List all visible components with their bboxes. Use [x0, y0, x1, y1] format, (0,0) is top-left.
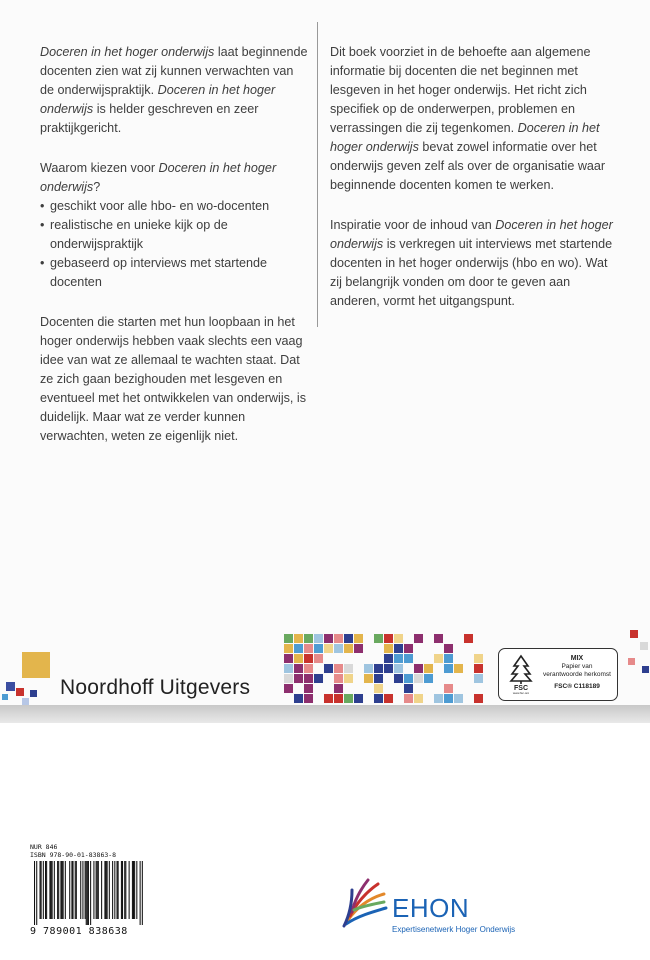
- mosaic-tile: [424, 664, 433, 673]
- left-intro-paragraph: Doceren in het hoger onderwijs laat beginnende docenten zien wat zij kunnen verwachten van de onderwijspraktijk. Doceren in het hoger onderwijs is helder geschreven en zeer praktijkgericht.: [40, 45, 308, 135]
- mosaic-tile: [404, 674, 413, 683]
- mosaic-tile: [334, 684, 343, 693]
- mosaic-tile: [334, 644, 343, 653]
- mosaic-tile: [304, 644, 313, 653]
- fsc-line1: Papier van: [561, 663, 593, 670]
- color-mosaic-edge: [620, 628, 650, 678]
- mosaic-tile: [374, 694, 383, 703]
- mosaic-tile: [344, 644, 353, 653]
- mosaic-tile: [304, 654, 313, 663]
- barcode-bar: [73, 861, 74, 919]
- barcode-bar: [124, 861, 125, 919]
- mosaic-tile: [314, 654, 323, 663]
- mosaic-tile: [414, 664, 423, 673]
- mosaic-tile: [284, 634, 293, 643]
- mosaic-tile: [334, 674, 343, 683]
- barcode-bar: [93, 861, 94, 919]
- barcode-bar: [34, 861, 35, 925]
- mosaic-tile: [354, 634, 363, 643]
- mosaic-tile: [404, 684, 413, 693]
- mosaic-tile: [324, 664, 333, 673]
- barcode-bar: [121, 861, 122, 919]
- mosaic-tile: [424, 674, 433, 683]
- barcode-bar: [75, 861, 76, 919]
- fsc-tree-icon: [505, 654, 537, 694]
- mosaic-tile: [394, 634, 403, 643]
- mosaic-tile: [344, 694, 353, 703]
- mosaic-tile: [414, 634, 423, 643]
- benefits-list: [40, 197, 308, 292]
- why-choose-heading: Waarom kiezen voor Doceren in het hoger onderwijs?: [40, 161, 277, 194]
- mosaic-tile: [284, 644, 293, 653]
- column-divider: [317, 22, 318, 327]
- mosaic-tile: [344, 634, 353, 643]
- barcode-bar: [43, 861, 44, 919]
- mosaic-tile: [294, 694, 303, 703]
- barcode-bar: [97, 861, 98, 919]
- barcode-bar: [118, 861, 119, 919]
- mosaic-tile: [294, 674, 303, 683]
- barcode-bar: [107, 861, 108, 919]
- mosaic-tile: [374, 674, 383, 683]
- barcode-bar: [45, 861, 46, 919]
- mosaic-tile: [394, 654, 403, 663]
- barcode-bar: [104, 861, 105, 919]
- barcode-bar: [132, 861, 133, 919]
- mosaic-tile: [384, 644, 393, 653]
- barcode-bar: [40, 861, 41, 919]
- noordhoff-logo-icon: [0, 648, 60, 708]
- mosaic-tile: [304, 634, 313, 643]
- publisher-name: Noordhoff Uitgevers: [60, 676, 251, 699]
- mosaic-tile: [324, 644, 333, 653]
- mosaic-tile: [284, 664, 293, 673]
- mosaic-tile: [474, 664, 483, 673]
- mosaic-tile: [364, 674, 373, 683]
- mosaic-tile: [334, 634, 343, 643]
- barcode-bar: [122, 861, 123, 919]
- fsc-code: FSC® C118189: [554, 683, 600, 690]
- mosaic-tile: [374, 664, 383, 673]
- mosaic-tile: [414, 674, 423, 683]
- barcode-bar: [82, 861, 83, 919]
- mosaic-tile: [374, 634, 383, 643]
- mosaic-tile: [474, 674, 483, 683]
- barcode-bar: [140, 861, 141, 925]
- barcode-bar: [69, 861, 70, 919]
- barcode-bar: [90, 861, 91, 925]
- barcode-bar: [106, 861, 107, 919]
- mosaic-tile: [394, 674, 403, 683]
- benefit-item: • gebaseerd op interviews met startende docenten: [40, 254, 308, 292]
- mosaic-tile: [304, 664, 313, 673]
- color-mosaic: [284, 634, 486, 704]
- barcode-bar: [46, 861, 47, 919]
- barcode-bar: [63, 861, 64, 919]
- mosaic-tile: [294, 664, 303, 673]
- mosaic-tile: [374, 684, 383, 693]
- mosaic-tile: [314, 674, 323, 683]
- mosaic-tile: [394, 644, 403, 653]
- mosaic-tile: [384, 664, 393, 673]
- mosaic-tile: [434, 694, 443, 703]
- barcode-icon: [30, 861, 148, 925]
- mosaic-tile: [454, 664, 463, 673]
- barcode-bar: [54, 861, 55, 919]
- mosaic-tile: [304, 674, 313, 683]
- barcode-bar: [60, 861, 61, 919]
- mosaic-tile: [454, 694, 463, 703]
- mosaic-tile: [444, 684, 453, 693]
- barcode-bar: [86, 861, 87, 925]
- barcode-bar: [76, 861, 77, 919]
- mosaic-tile: [384, 634, 393, 643]
- barcode-bar: [98, 861, 99, 919]
- mosaic-tile: [294, 654, 303, 663]
- mosaic-tile: [404, 694, 413, 703]
- mosaic-tile: [324, 694, 333, 703]
- barcode-bar: [58, 861, 59, 919]
- ehon-tagline: Expertisenetwerk Hoger Onderwijs: [392, 925, 516, 934]
- barcode-bar: [109, 861, 110, 919]
- barcode-bar: [36, 861, 37, 925]
- mosaic-tile: [384, 654, 393, 663]
- mosaic-tile: [354, 694, 363, 703]
- mosaic-tile: [314, 644, 323, 653]
- mosaic-tile: [294, 644, 303, 653]
- barcode-bar: [114, 861, 115, 919]
- mosaic-tile: [414, 694, 423, 703]
- mosaic-tile: [284, 654, 293, 663]
- barcode-bar: [101, 861, 102, 919]
- mosaic-tile: [434, 654, 443, 663]
- mosaic-tile: [344, 674, 353, 683]
- barcode-bar: [133, 861, 134, 919]
- barcode-bar: [62, 861, 63, 919]
- benefit-item: • geschikt voor alle hbo- en wo-docenten: [40, 197, 308, 216]
- barcode-bar: [129, 861, 130, 919]
- ehon-name: EHON: [392, 893, 470, 923]
- barcode-bar: [125, 861, 126, 919]
- fsc-line2: verantwoorde herkomst: [543, 671, 611, 678]
- barcode-bar: [52, 861, 53, 919]
- barcode-number: 9 789001 838638: [30, 926, 128, 937]
- mosaic-tile: [284, 684, 293, 693]
- mosaic-tile: [394, 664, 403, 673]
- benefit-item: • realistische en unieke kijk op de onderwijspraktijk: [40, 216, 308, 254]
- barcode-bar: [41, 861, 42, 919]
- fsc-mix-label: MIX: [570, 655, 584, 662]
- mosaic-tile: [464, 634, 473, 643]
- grey-band: [0, 705, 650, 723]
- mosaic-tile: [404, 644, 413, 653]
- left-column: [40, 43, 308, 467]
- barcode-bar: [80, 861, 81, 919]
- mosaic-tile: [324, 634, 333, 643]
- mosaic-tile: [384, 694, 393, 703]
- isbn: ISBN 978-90-01-83863-8: [30, 851, 117, 859]
- barcode-bar: [85, 861, 86, 919]
- mosaic-tile: [334, 694, 343, 703]
- barcode-bar: [117, 861, 118, 919]
- mosaic-tile: [444, 694, 453, 703]
- barcode-bar: [88, 861, 89, 925]
- mosaic-tile: [344, 664, 353, 673]
- fsc-logo-text: FSC: [514, 685, 528, 692]
- mosaic-tile: [474, 654, 483, 663]
- barcode-bar: [134, 861, 135, 919]
- barcode-bar: [112, 861, 113, 919]
- nur-code: NUR 846: [30, 843, 58, 851]
- right-column: [330, 43, 622, 332]
- left-body-paragraph: Docenten die starten met hun loopbaan in het hoger onderwijs hebben vaak slechts een vaag idee van wat ze allemaal te wachten staat. Dat ze zich gaan bezighouden met lesgeven en eventueel met het ontwikkelen van onderwijs, is duidelijk. Maar wat ze verder kunnen verwachten, weten ze eigenlijk niet.: [40, 315, 307, 443]
- fsc-website: www.fsc.org: [512, 691, 530, 694]
- mosaic-tile: [364, 664, 373, 673]
- mosaic-tile: [444, 664, 453, 673]
- right-intro-paragraph: Dit boek voorziet in de behoefte aan algemene informatie bij docenten die net beginnen met lesgeven in het hoger onderwijs. Het richt zich specifiek op de onderwerpen, problemen en verrassingen die zij tegenkomen. Doceren in het hoger onderwijs bevat zowel informatie over het onderwijs geven zelf als over de organisatie waar beginnende docenten komen te werken.: [330, 45, 606, 192]
- barcode-block: [30, 843, 150, 937]
- mosaic-tile: [404, 654, 413, 663]
- fsc-label: [498, 648, 618, 701]
- mosaic-tile: [474, 694, 483, 703]
- barcode-bar: [65, 861, 66, 919]
- ehon-logo-icon: [340, 876, 388, 928]
- barcode-bar: [136, 861, 137, 919]
- mosaic-tile: [284, 674, 293, 683]
- mosaic-tile: [304, 684, 313, 693]
- mosaic-tile: [294, 634, 303, 643]
- mosaic-tile: [434, 634, 443, 643]
- barcode-bar: [87, 861, 88, 925]
- barcode-bar: [57, 861, 58, 919]
- right-inspiration-paragraph: Inspiratie voor de inhoud van Doceren in het hoger onderwijs is verkregen uit interviews met startende docenten in het hoger onderwijs (hbo en wo). Wat zij belangrijk vonden om door te geven aan anderen, vormt het uitgangspunt.: [330, 218, 613, 308]
- barcode-bar: [71, 861, 72, 919]
- mosaic-tile: [314, 634, 323, 643]
- mosaic-tile: [334, 664, 343, 673]
- mosaic-tile: [304, 694, 313, 703]
- barcode-bar: [142, 861, 143, 925]
- barcode-bar: [49, 861, 50, 919]
- mosaic-tile: [444, 644, 453, 653]
- barcode-bar: [51, 861, 52, 919]
- barcode-bar: [96, 861, 97, 919]
- mosaic-tile: [354, 644, 363, 653]
- mosaic-tile: [444, 654, 453, 663]
